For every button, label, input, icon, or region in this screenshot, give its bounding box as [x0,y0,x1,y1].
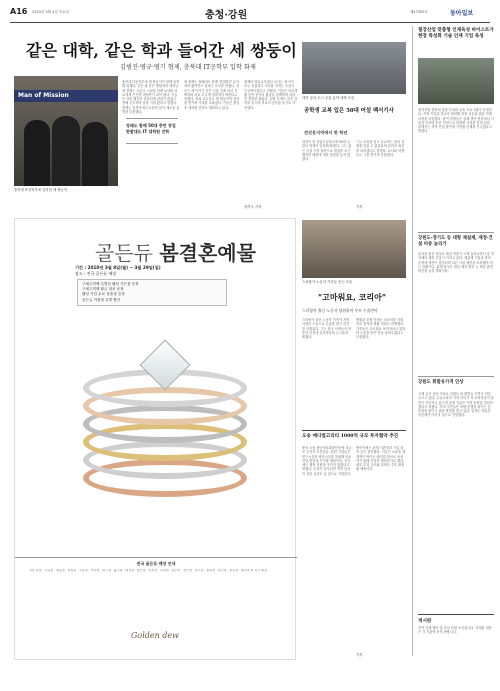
lower-photo-caption: 스리랑카 노동자 가족들 웃는 모습 [302,280,353,284]
middle-subhead: 전진운지역에서 한 학년 [304,130,348,135]
header-rule [10,22,490,23]
ad-brand: 골든듀 [95,241,153,265]
middle-body-col-2: 그는 교복을 입고 등교하는 첫날 설렘을 감출 수 없었다며 끝까지 최선을 다하겠다고 말했다. 교사와 학생들도 그를 반기며 응원했다. [356,140,405,157]
lower-body-col-2: 병원과 후원 단체는 치료비를 지원하고 통역과 생활 지원도 함께했다. 가족들은 고마워요 코리아라고 말하며 도움을 받은 만큼 돌려주겠다고 다짐했다. [356,318,406,340]
side-top-headline: 철강산업 맞춤형 인재육성 바이스트가 현장 특성화 기술 인재 기업 육성 [418,28,494,40]
main-headline: 같은 대학, 같은 학과 들어간 세 쌍둥이 [26,41,297,60]
middle-body-col-1: 대전의 한 공업고등학교에 50대 늦깎이 학생이 입학해 화제다. 그는 젊은 시절 가정 형편으로 학업을 포기했지만 배움에 대한 열정을 놓지 않았다. [302,140,352,162]
side-divider [418,376,494,377]
notice-body: 지역 단체 행사 및 모임 안내 소식입니다. 자세한 내용은 각 기관에 문의 바랍니다. [418,626,492,635]
bottom-headline: 오송 메디컬고리티 1000억 규모 투자협약 추진 [302,434,399,439]
bottom-body-col-1: 충북 오송 첨단의료복합단지에 대규모 투자가 추진된다. 관련 기업들은 연구시설과 생산시설을 건립해 의료 산업 발전에 기여할 계획이다. 지자체는 행정 지원을 아끼지 않겠다고 밝혔다. 투자가 성사되면 지역 일자리 창출 효과도 클 것으로 기대된다. [302,446,352,476]
main-byline: 장기우 기자 [244,205,262,209]
paper-logo: 동아일보 [450,10,474,17]
page-header [10,6,490,20]
ad-title: 봄결혼예물 [159,241,256,265]
jewelry-ad[interactable] [14,218,296,660]
right-box-headline: 강원도 휘발유가격 인상 [418,380,464,385]
right-headline: 강원도-경기도 등 대형 제설제, 재정·건설 비중 늘리기 [418,236,493,247]
ad-benefit-4: 골든듀 커플링 특별 할인 [82,297,121,302]
side-divider [418,232,494,233]
side-top-body: 철강산업 현장에 맞춘 특성화 교육 프로그램이 운영된다. 지역 기업과 학교가 협력해 현장 실습과 취업 연계 과정을 마련했다. 참여 학생들은 실제 생산 현장에서 기술을 익히며 전문 인력으로 성장할 기회를 얻게 된다. 관계자는 지역 산업 발전에 기여할 인재를 키우겠다고 밝혔다. [418,108,494,134]
ad-period: 기간 : 2010년 3월 8일(월) ~ 3월 29일(일) [75,265,161,270]
person-figure [24,120,50,186]
main-subhead: 김범진·병규·병기 형제, 충북대 IT공학부 입학 화제 [120,64,256,71]
middle-byline: 기자 [356,205,363,209]
rings-image [75,329,255,539]
issue-number: 제27555호 [410,10,428,14]
quote-box [126,118,178,144]
section-title: 충청·강원 [205,10,248,21]
issue-date: 2010년 3월 4일 목요일 [32,10,69,14]
main-body-col-2: 세 형제는 장래에도 함께 창업해 IT 분야에서 활약하고 싶다는 포부를 밝혔다. 부모는 세 아이가 같은 길을 걷게 되어 기쁘다며 서로 도우며 성장하길 바란다고 말했다. 학과 교수들도 세 쌍둥이의 입학을 반기며 기대를 나타냈다. 이들은 졸업 후 대학원 진학도 계획하고 있다. [184,80,240,110]
ad-store-list: 서울 본점 · 강남점 · 명동점 · 잠실점 · 목동점 · 부산점 · 대구점 · 광주점 · 대전점 · 울산점 · 인천점 · 수원점 · 청주점 · 천안점 · 전주점 · 창원점 · 원주점 · 춘천점 · 제주점 외 전국 매장 [29,569,267,572]
person-figure [52,116,80,186]
right-box-body: 국제 유가 상승 여파로 강원도 내 휘발유 가격이 연일 오르고 있다. 주유소마다 가격 차이가 커 소비자들의 불만이 이어지고 있으며 관계 기관은 가격 동향을 점검하겠다고 밝혔다. 지역 주민들은 차량 운행을 줄이는 등 부담을 줄이기 위한 방법을 찾고 있다. 업계는 당분간 상승세가 이어질 것으로 전망했다. [418,392,494,418]
ad-place: 장소 : 전국 골든듀 매장 [75,271,117,276]
person-figure [82,122,108,186]
bottom-divider [302,430,406,431]
classroom-photo [302,42,406,94]
ad-store-title: 전국 골든듀 매장 안내 [136,561,176,566]
notice-title: 게시판 [418,619,432,624]
lower-body-col-1: 스리랑카 출신 노동자 가족이 지역 사회의 도움으로 수술을 받고 건강을 되찾았다. 그는 한국 사람들의 따뜻한 마음에 감사하다며 눈시울을 붉혔다. [302,318,352,340]
ad-headline [95,237,256,266]
lower-subhead: 스리랑카 출신 노동자 당원하며 부모 수술받아 [302,308,378,313]
main-photo-caption: 충북대 IT공학부에 입학한 세 쌍둥이 [14,188,68,192]
bottom-byline: 기자 [356,653,363,657]
quote-line-1: 장래도 함께 50대 중반 창업 [126,123,176,128]
middle-headline: 공학생 교복 입은 50대 어설 백서기사 [304,108,394,114]
quote-line-2: 한밭대도 IT 대학원 진학 [126,128,170,134]
ad-benefit-2: 구매고객께 황금 열쇠 증정 [82,287,124,292]
right-body: 올겨울 잦은 폭설로 제설 비용이 크게 늘어나면서 각 지자체의 재정 부담이 커지고 있다. 제설제 구입과 장비 운영에 예산이 집중되며 다른 사업 예산을 조정해야 하는 상황이다. 관계 당국은 내년 예산 편성 시 제설 관련 비중을 늘릴 계획이다. [418,252,494,274]
family-photo [302,220,406,278]
lower-headline: "고마워요, 코리아" [318,292,387,302]
page-number: A16 [10,7,28,16]
bottom-body-col-2: 협약식에는 관계 기관장과 기업 대표 등이 참석했다. 이들은 오송을 세계적인 바이오 메디컬 허브로 육성하기 위해 긴밀히 협력하기로 했다. 세부 투자 규모와 일정은 추후 확정될 예정이다. [356,446,406,472]
notice-divider [418,614,494,615]
column-divider [412,26,413,656]
photo-sign: Man of Mission [14,90,118,102]
middle-photo-caption: 대전 공과 도시 공업 분야 대학 모습 [302,96,355,100]
ad-benefit-box [77,279,227,306]
main-body-col-3: 형제의 담임교사였던 교사는 세 아이 모두 성실하고 서로를 아끼는 모습이 인상적이었다고 전했다. 이들은 학교생활 동안 동아리 활동도 함께하며 다양한 경험을 쌓았다. 입학 후에도 같은 강의를 들으며 서로의 공부를 돕기로 약속했다. [244,80,298,110]
ad-benefit-1: 구매고객께 특별한 웨딩 사은품 증정 [82,282,139,286]
main-body-col-1: 충북대 IT공학부에 세 쌍둥이가 함께 입학해 화제다. 같은 날 같은 병원에서 태어난 세 형제는 초중고 시절을 함께 보내며 서로에게 든든한 버팀목이 되어 왔다. 이들은 어릴 때부터 컴퓨터에 관심이 많았고 함께 공부하며 꿈을 키워 왔다고 말했다. 형제는 입학식에서 나란히 앉아 새로운 출발을 다짐했다. [122,80,180,115]
side-top-photo [418,58,494,104]
ad-divider [15,557,297,558]
triplets-photo [14,76,118,186]
ad-benefit-3: 웨딩 기념 무료 상품권 증정 [82,292,125,297]
ad-logo: Golden dew [130,631,180,640]
